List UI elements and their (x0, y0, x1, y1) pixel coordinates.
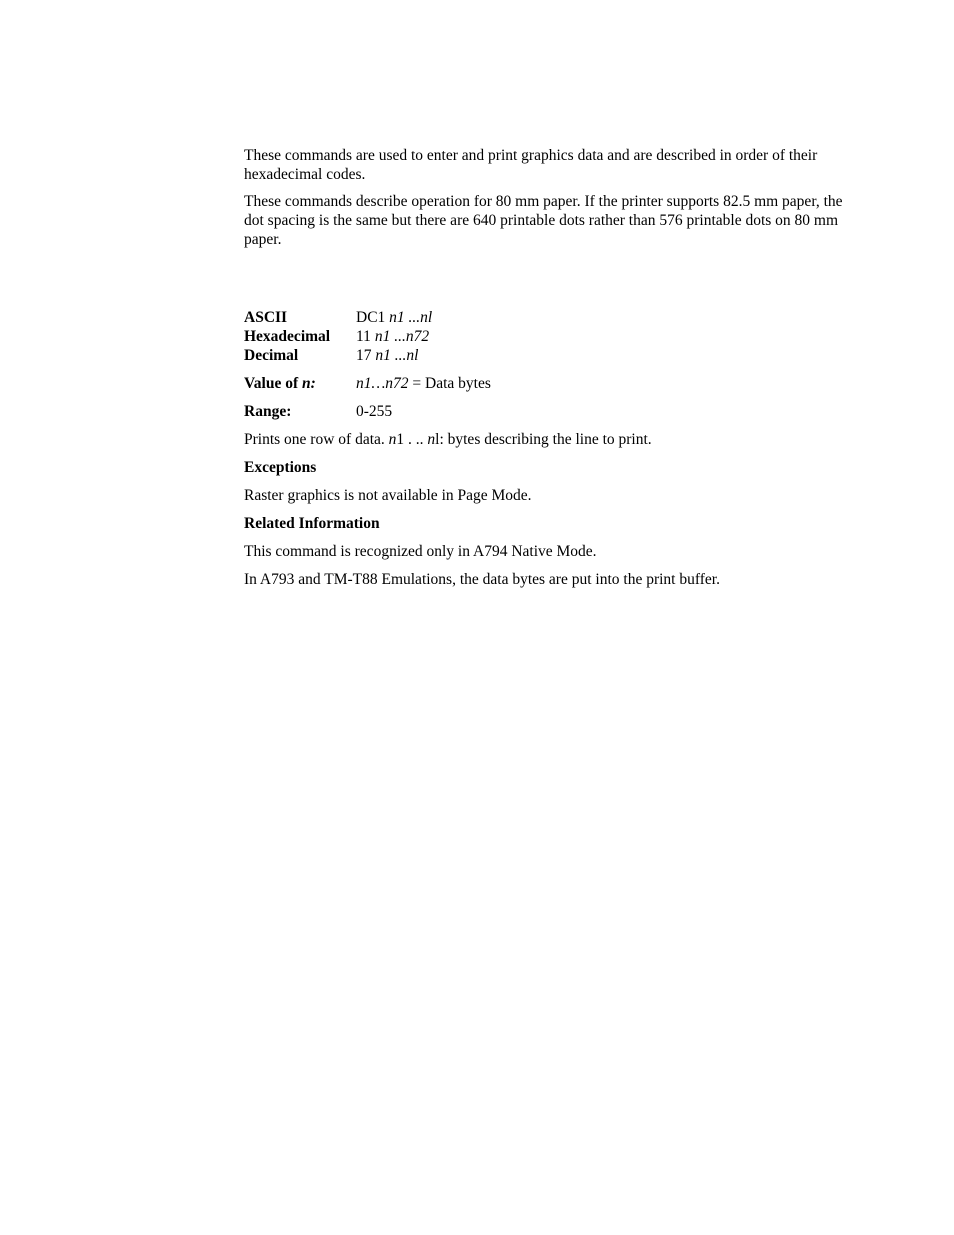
intro-paragraph-2: These commands describe operation for 80 mm paper. If the printer supports 82.5 mm paper, the dot spacing is the same but there are 640 printable dots rather than 576 printable dots on 80 mm paper. (244, 193, 843, 248)
ascii-value (356, 308, 856, 327)
value-text: = Data bytes (408, 375, 491, 392)
description (244, 430, 856, 449)
range-row (244, 402, 856, 421)
value-label (244, 374, 356, 393)
related-text-2: In A793 and TM-T88 Emulations, the data bytes are put into the print buffer. (244, 571, 720, 588)
intro-paragraph-1: These commands are used to enter and print graphics data and are described in order of their hexadecimal codes. (244, 147, 818, 183)
dec-value (356, 346, 856, 365)
hex-label: Hexadecimal (244, 328, 331, 345)
ascii-args: n1 ...nl (389, 309, 433, 326)
dec-args: n1 ...nl (375, 347, 419, 364)
related-text-1: This command is recognized only in A794 Native Mode. (244, 543, 597, 560)
command-definition (244, 308, 856, 589)
range-label: Range: (244, 403, 292, 420)
value-value (356, 374, 856, 393)
hex-row (244, 327, 856, 346)
description-suffix: l: bytes describing the line to print. (435, 431, 652, 448)
intro-section (244, 146, 856, 257)
ascii-code: DC1 (356, 309, 386, 326)
description-var1: n (388, 431, 397, 448)
hex-args: n1 ...n72 (374, 328, 430, 345)
description-var2: n (427, 431, 436, 448)
dec-row (244, 346, 856, 365)
hex-value (356, 327, 856, 346)
dec-code: 17 (356, 347, 372, 364)
description-mid: 1 . .. (396, 431, 428, 448)
exceptions-heading: Exceptions (244, 459, 317, 476)
value-var: n1…n72 (356, 375, 409, 392)
value-label-var: n: (302, 375, 316, 392)
related-heading: Related Information (244, 515, 380, 532)
dec-label: Decimal (244, 347, 299, 364)
ascii-row (244, 308, 856, 327)
description-prefix: Prints one row of data. (244, 431, 389, 448)
hex-code: 11 (356, 328, 371, 345)
range-value: 0-255 (356, 403, 393, 420)
value-label-prefix: Value of (244, 375, 302, 392)
ascii-label: ASCII (244, 309, 288, 326)
value-row (244, 374, 856, 393)
exceptions-text: Raster graphics is not available in Page Mode. (244, 487, 532, 504)
